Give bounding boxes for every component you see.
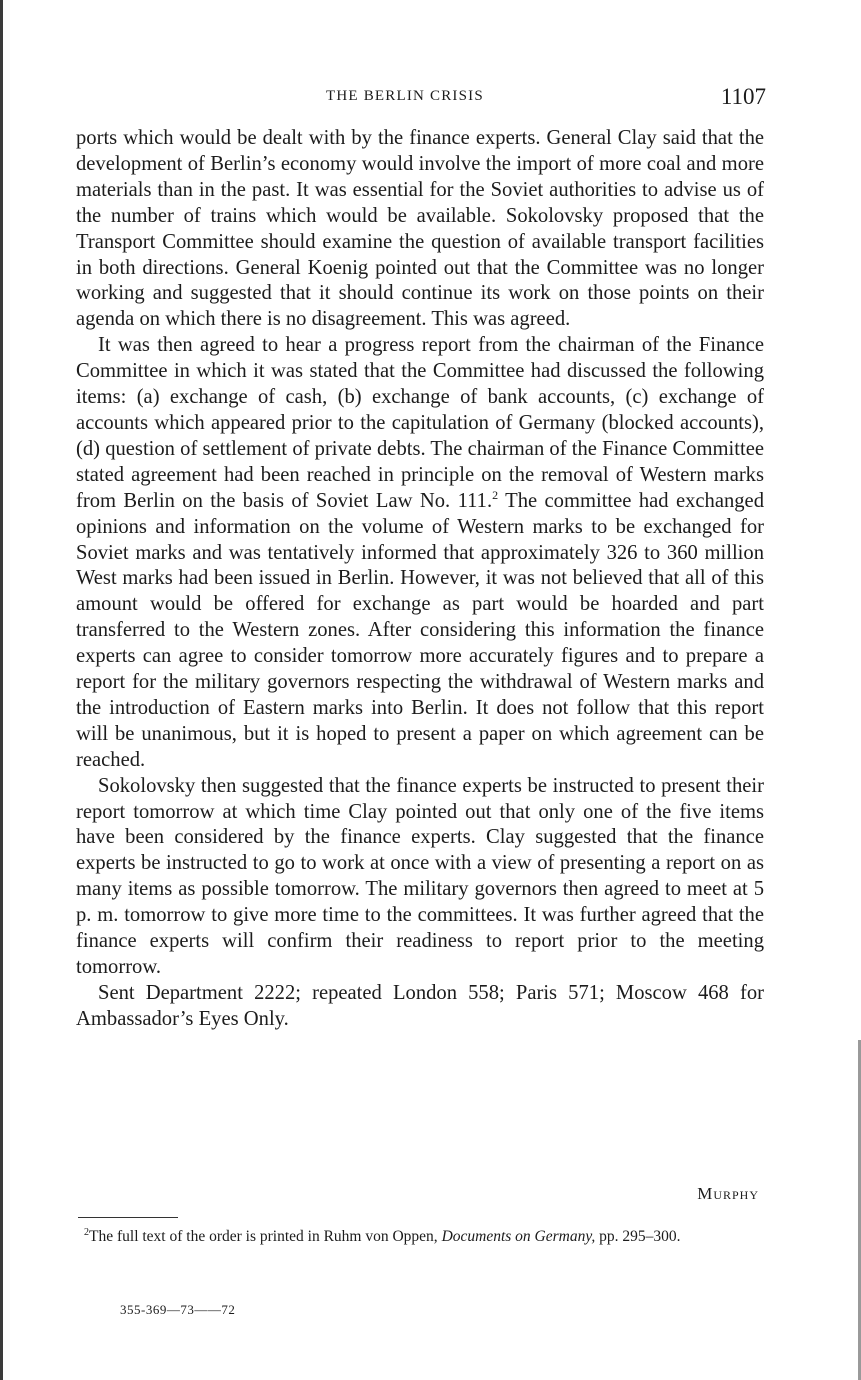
running-title: THE BERLIN CRISIS: [326, 88, 484, 104]
footnote-reference: 2: [492, 487, 499, 502]
body-text: [76, 126, 764, 1033]
paragraph-3: Sokolovsky then suggested that the finance experts be instructed to present their report tomorrow at which time Clay pointed out that only one of the five items have been considered by the finance experts. Clay suggested that the finance experts be instructed to go to work at once with a view of presenting a report on as many items as possible tomorrow. The military governors then agreed to meet at 5 p. m. tomorrow to give more time to the committees. It was further agreed that the finance experts will confirm their readiness to report prior to the meeting tomorrow.: [76, 774, 764, 978]
paragraph-2-part-1: It was then agreed to hear a progress report from the chairman of the Finance Committee in which it was stated that the Committee had discussed the following items: (a) exchange of cash, (b) exchange of bank accounts, (c) exchange of accounts which appeared prior to the capitulation of Germany (blocked accounts), (d) question of settlement of private debts. The chairman of the Finance Committee stated agreement had been reached in principle on the removal of Western marks from Berlin on the basis of Soviet Law No. 111.: [76, 334, 764, 512]
paragraph-1: ports which would be dealt with by the finance experts. General Clay said that the development of Berlin’s economy would involve the import of more coal and more materials than in the past. It was essential for the Soviet authorities to advise us of the number of trains which would be available. Sokolovsky proposed that the Transport Committee should examine the question of available transport facilities in both directions. General Koenig pointed out that the Committee was no longer working and suggested that it should continue its work on those points on their agenda on which there is no disagreement. This was agreed.: [76, 127, 764, 331]
footnote-book-title: Documents on Germany,: [441, 1228, 596, 1246]
footnote: [76, 1224, 764, 1246]
footnote-pages: pp. 295–300.: [595, 1228, 681, 1246]
footnote-text: The full text of the order is printed in Ruhm von Oppen,: [89, 1228, 442, 1246]
paragraph-4: Sent Department 2222; repeated London 558; Paris 571; Moscow 468 for Ambassador’s Eyes Only.: [76, 981, 764, 1030]
paragraph-2-part-2: The committee had exchanged opinions and information on the volume of Western marks to be exchanged for Soviet marks and was tentatively informed that approximately 326 to 360 million West marks had been issued in Berlin. However, it was not believed that all of this amount would be offered for exchange as part would be hoarded and part transferred to the Western zones. After considering this information the finance experts can agree to consider tomorrow more accurately figures and to prepare a report for the military governors respecting the withdrawal of Western marks and the introduction of Eastern marks into Berlin. It does not follow that this report will be unanimous, but it is hoped to present a paper on which agreement can be reached.: [76, 489, 764, 771]
page-header: [76, 84, 766, 114]
footnote-marker: 2: [84, 1227, 89, 1238]
page-binding-edge: [0, 0, 3, 1380]
paragraph-2: [76, 333, 764, 773]
print-code: 355-369—73——72: [120, 1302, 236, 1317]
signature: Murphy: [697, 1184, 759, 1203]
page-number: 1107: [720, 84, 766, 109]
footnote-divider: [78, 1217, 178, 1218]
